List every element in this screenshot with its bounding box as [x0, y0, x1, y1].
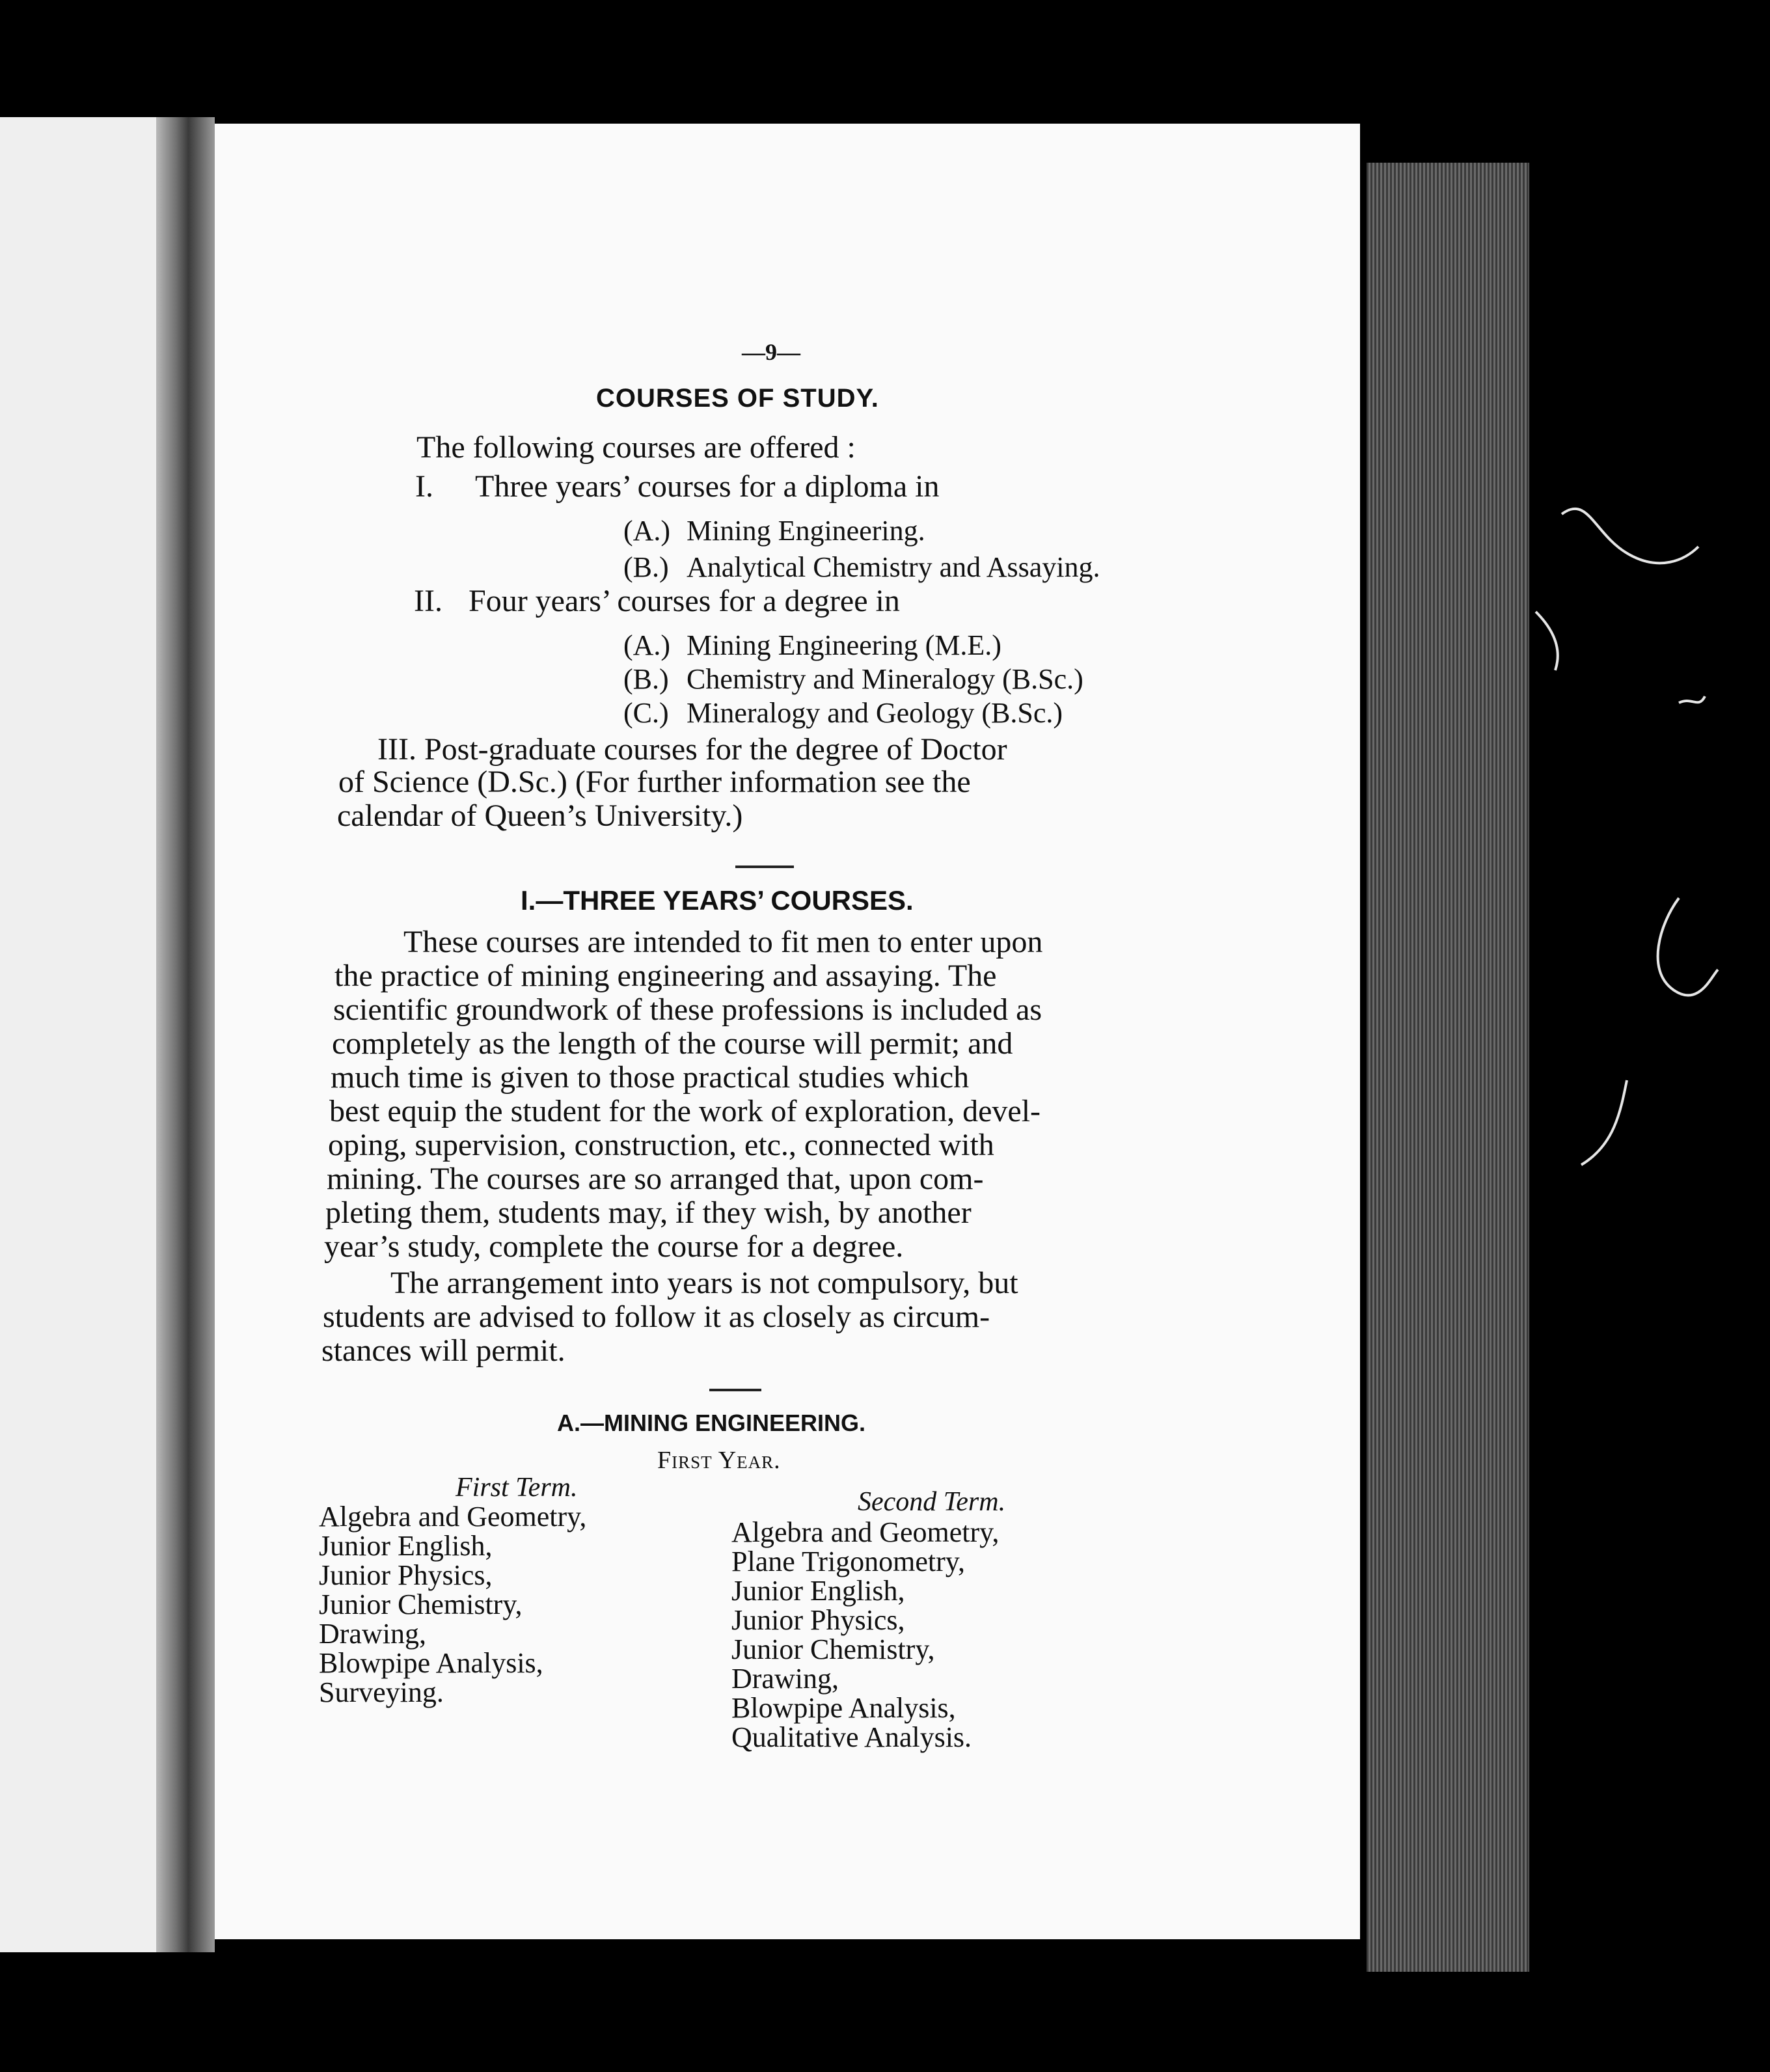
- paragraph-line: the practice of mining engineering and assaying. The: [334, 959, 997, 993]
- course-i-numeral: I.: [415, 469, 433, 504]
- page-edges: [1367, 163, 1529, 1972]
- subject-item: Drawing,: [319, 1618, 426, 1650]
- subject-item: Drawing,: [731, 1663, 839, 1695]
- subject-item: Surveying.: [319, 1676, 444, 1708]
- paragraph-line: oping, supervision, construction, etc., connected with: [328, 1128, 994, 1162]
- paragraph-line: scientific groundwork of these professions is included as: [333, 992, 1042, 1027]
- subsection-heading: A.—MINING ENGINEERING.: [557, 1410, 866, 1436]
- subject-item: Algebra and Geometry,: [731, 1516, 1000, 1548]
- year-label: First Year.: [657, 1447, 781, 1474]
- paragraph-line: much time is given to those practical studies which: [331, 1060, 970, 1095]
- subsection-divider: [709, 1389, 761, 1391]
- intro-text: The following courses are offered :: [416, 430, 856, 465]
- paragraph-line: completely as the length of the course will permit; and: [332, 1026, 1013, 1061]
- subject-item: Qualitative Analysis.: [731, 1721, 972, 1753]
- course-i-item-letter: (A.): [623, 515, 671, 547]
- subject-item: Plane Trigonometry,: [731, 1546, 965, 1577]
- paragraph-line: pleting them, students may, if they wish, by another: [325, 1195, 972, 1230]
- course-ii-item-text: Mineralogy and Geology (B.Sc.): [687, 697, 1063, 729]
- course-ii-numeral: II.: [414, 584, 442, 618]
- first-term-label: First Term.: [456, 1473, 578, 1503]
- dust-fibers: [1529, 456, 1770, 1432]
- page-number: —9—: [742, 339, 800, 365]
- course-i-item-letter: (B.): [623, 551, 669, 583]
- course-iii-line: of Science (D.Sc.) (For further information see the: [338, 765, 971, 799]
- facing-page: [0, 117, 156, 1952]
- course-ii-item-letter: (C.): [623, 697, 669, 729]
- subject-item: Junior Physics,: [731, 1604, 905, 1636]
- course-ii-item-letter: (A.): [623, 629, 671, 661]
- paragraph-line: stances will permit.: [321, 1333, 565, 1368]
- course-iii-line: calendar of Queen’s University.): [337, 798, 743, 833]
- subject-item: Junior Chemistry,: [731, 1633, 935, 1665]
- section-divider: [735, 866, 794, 868]
- paragraph-line: students are advised to follow it as closely as circum-: [323, 1300, 990, 1334]
- subject-item: Junior Physics,: [319, 1559, 493, 1591]
- course-iii-line: III. Post-graduate courses for the degree of Doctor: [377, 732, 1007, 767]
- book-gutter: [156, 117, 215, 1952]
- course-i-item-text: Analytical Chemistry and Assaying.: [687, 551, 1100, 583]
- second-term-subjects: [731, 1518, 999, 1752]
- paragraph-line: mining. The courses are so arranged that, upon com-: [327, 1162, 984, 1196]
- subject-item: Blowpipe Analysis,: [731, 1692, 956, 1724]
- section-heading: I.—THREE YEARS’ COURSES.: [521, 885, 914, 916]
- paragraph-line: The arrangement into years is not compulsory, but: [390, 1266, 1018, 1300]
- page-heading: COURSES OF STUDY.: [596, 384, 879, 413]
- paragraph-line: best equip the student for the work of exploration, devel-: [329, 1094, 1041, 1128]
- subject-item: Junior English,: [319, 1530, 493, 1562]
- subject-item: Algebra and Geometry,: [319, 1501, 587, 1533]
- course-i-text: Three years’ courses for a diploma in: [475, 469, 940, 504]
- course-ii-item-text: Chemistry and Mineralogy (B.Sc.): [687, 663, 1083, 695]
- subject-item: Junior English,: [731, 1575, 905, 1607]
- course-ii-text: Four years’ courses for a degree in: [469, 584, 900, 618]
- paragraph-line: year’s study, complete the course for a degree.: [324, 1229, 904, 1264]
- course-ii-item-letter: (B.): [623, 663, 669, 695]
- second-term-label: Second Term.: [858, 1487, 1006, 1517]
- paragraph-line: These courses are intended to fit men to enter upon: [403, 925, 1043, 959]
- subject-item: Junior Chemistry,: [319, 1588, 523, 1620]
- subject-item: Blowpipe Analysis,: [319, 1647, 543, 1679]
- first-term-subjects: [319, 1502, 586, 1707]
- course-ii-item-text: Mining Engineering (M.E.): [687, 629, 1001, 661]
- course-i-item-text: Mining Engineering.: [687, 515, 925, 547]
